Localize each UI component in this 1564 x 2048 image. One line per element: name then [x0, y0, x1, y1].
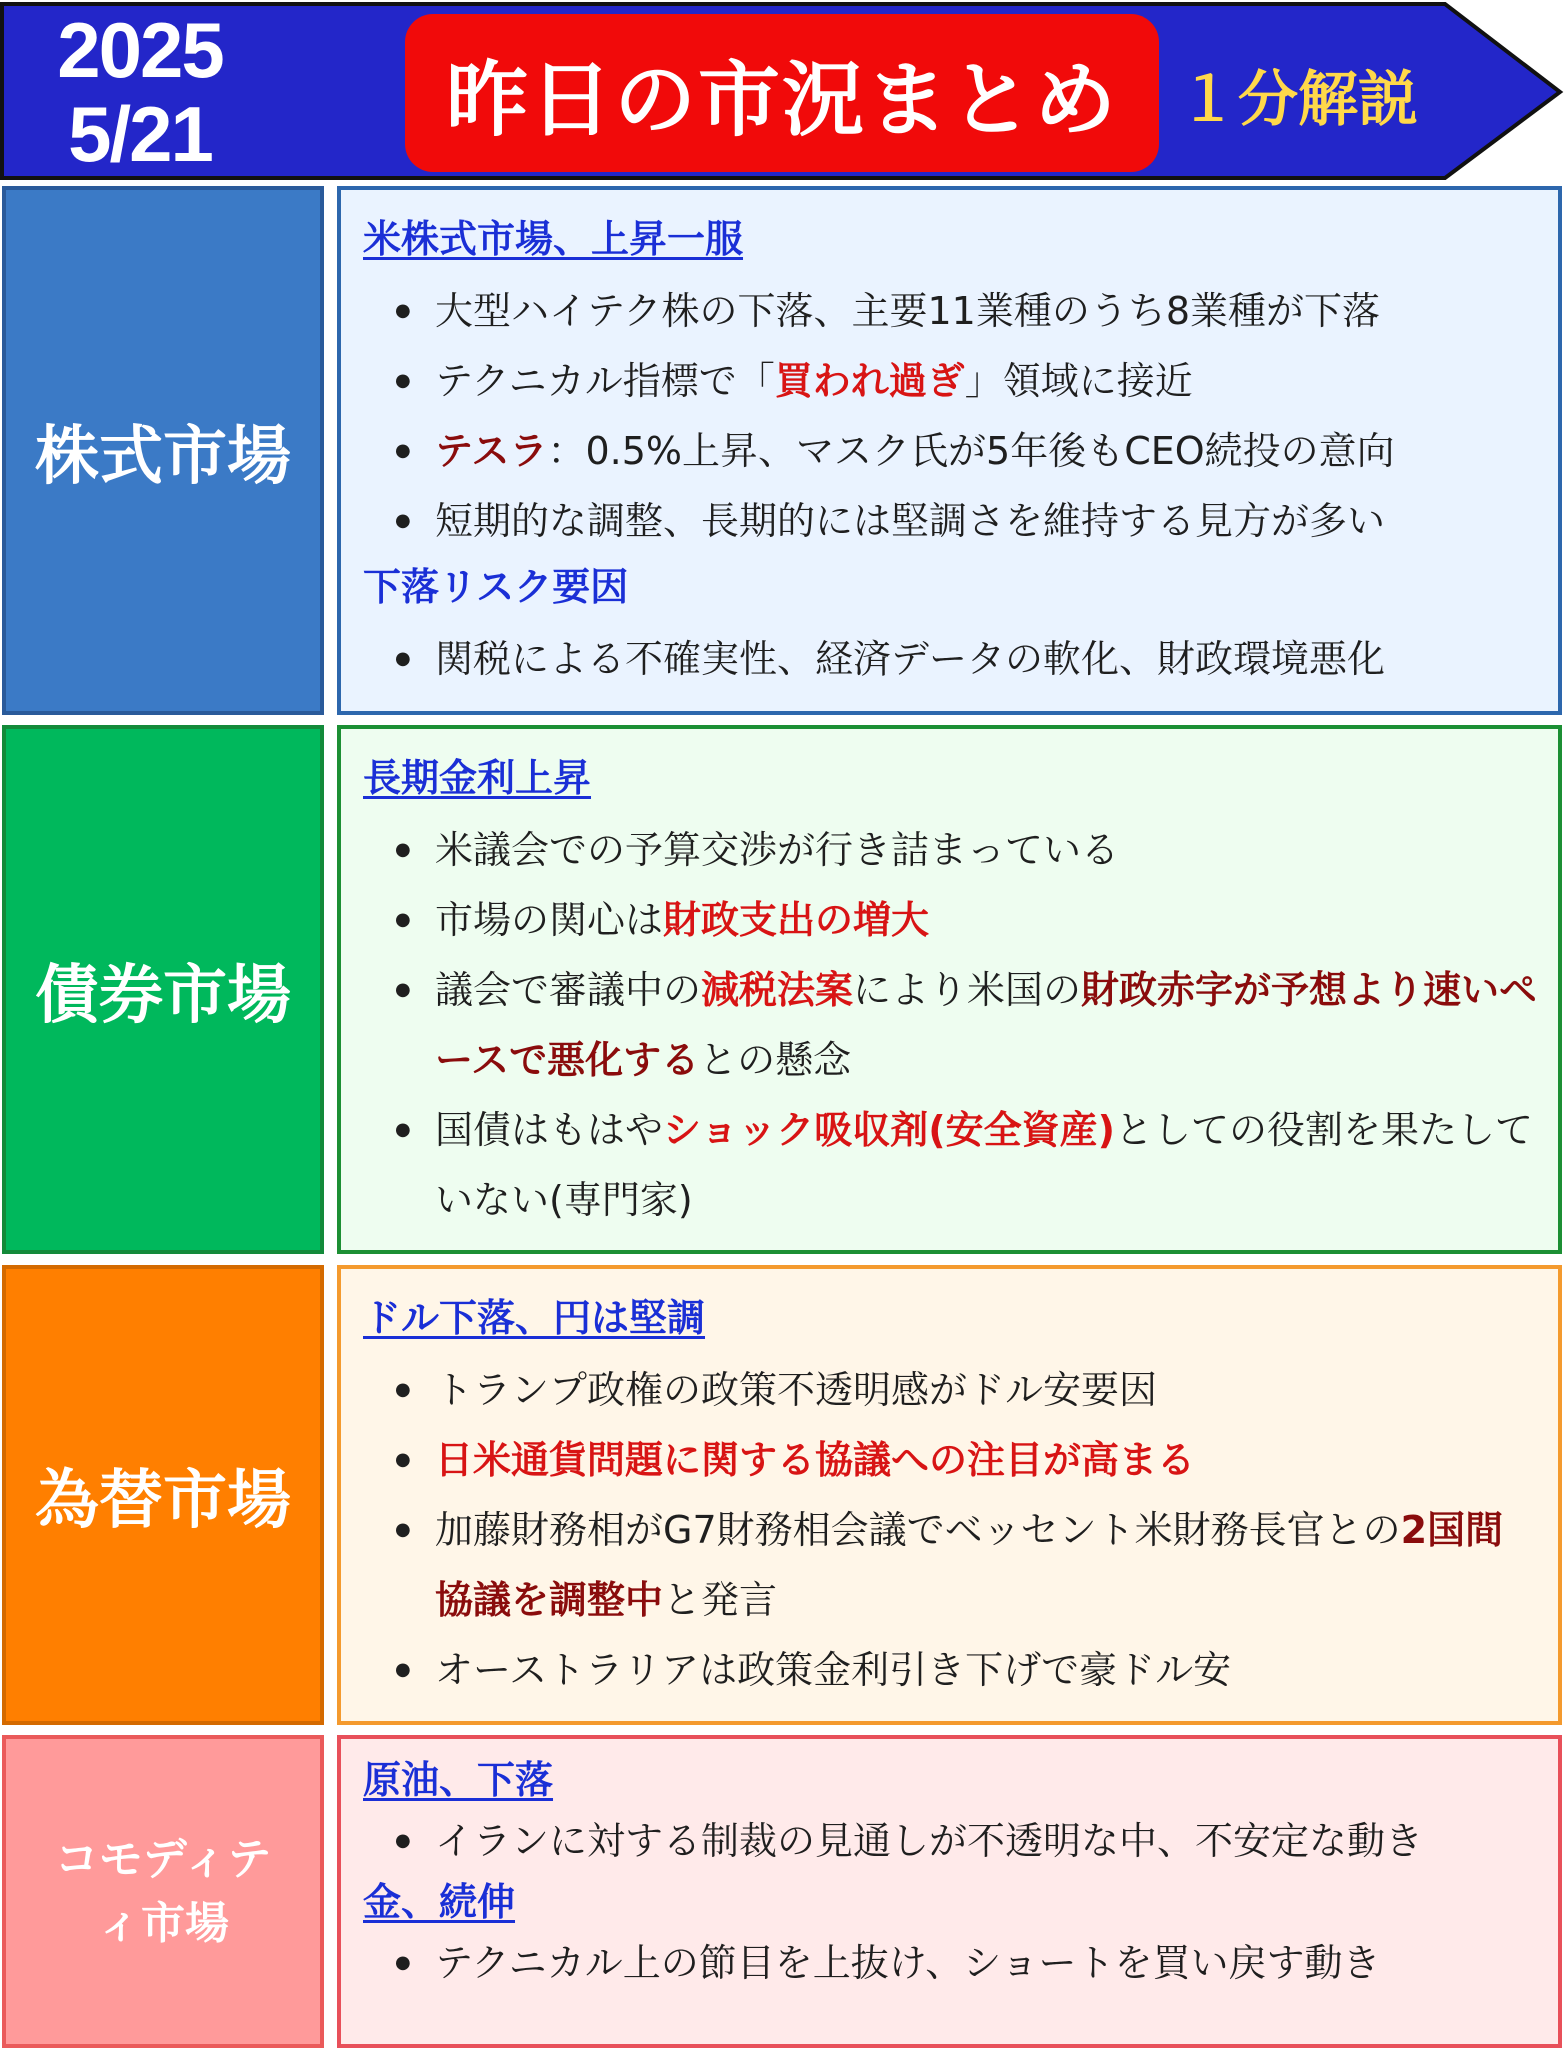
subtitle: １分解説	[1178, 65, 1418, 135]
header-banner	[0, 0, 1564, 182]
bullet-list	[363, 276, 1540, 556]
list-item: ● 米議会での予算交渉が行き詰まっている	[363, 815, 1540, 885]
bullet-list	[363, 624, 1540, 694]
section-heading: 原油、下落	[363, 1758, 554, 1802]
section-heading: 長期金利上昇	[363, 756, 592, 800]
bullet-list	[363, 1355, 1540, 1705]
fx-market-label: 為替市場	[2, 1265, 324, 1725]
commodity-label-line2: ィ市場	[96, 1897, 229, 1949]
section-heading: ドル下落、円は堅調	[363, 1296, 706, 1340]
list-item: ● 加藤財務相がG7財務相会議でベッセント米財務長官との2国間協議を調整中と発言	[363, 1495, 1540, 1635]
list-item: ● テスラ：0.5%上昇、マスク氏が5年後もCEO続投の意向	[363, 416, 1540, 486]
stock-market-content	[337, 186, 1562, 715]
commodity-market-label	[2, 1735, 324, 2048]
section-heading: 下落リスク要因	[363, 565, 629, 609]
page-title: 昨日の市況まとめ	[445, 52, 1118, 148]
date-display	[20, 8, 260, 178]
list-item: ● 短期的な調整、長期的には堅調さを維持する見方が多い	[363, 486, 1540, 556]
list-item: ● 日米通貨問題に関する協議への注目が高まる	[363, 1425, 1540, 1495]
bullet-list	[363, 815, 1540, 1235]
list-item: ● 議会で審議中の減税法案により米国の財政赤字が予想より速いペースで悪化するとの懸念	[363, 955, 1540, 1095]
bond-market-label: 債券市場	[2, 725, 324, 1254]
commodity-market-section	[0, 1735, 1564, 2048]
bond-market-content	[337, 725, 1562, 1254]
list-item: ● 大型ハイテク株の下落、主要11業種のうち8業種が下落	[363, 276, 1540, 346]
list-item: ● トランプ政権の政策不透明感がドル安要因	[363, 1355, 1540, 1425]
year-text: 2025	[57, 6, 223, 94]
list-item: ● 国債はもはやショック吸収剤(安全資産)としての役割を果たしていない(専門家)	[363, 1095, 1540, 1235]
commodity-label-line1: コモディテ	[54, 1833, 272, 1885]
list-item: ● テクニカル上の節目を上抜け、ショートを買い戻す動き	[363, 1931, 1540, 1995]
bullet-list	[363, 1809, 1540, 1873]
list-item: ● 市場の関心は財政支出の増大	[363, 885, 1540, 955]
list-item: ● イランに対する制裁の見通しが不透明な中、不安定な動き	[363, 1809, 1540, 1873]
bond-market-section	[0, 725, 1564, 1254]
bullet-list	[363, 1931, 1540, 1995]
list-item: ● オーストラリアは政策金利引き下げで豪ドル安	[363, 1635, 1540, 1705]
commodity-market-content	[337, 1735, 1562, 2048]
date-text: 5/21	[68, 90, 212, 178]
stock-market-section	[0, 186, 1564, 715]
stock-market-label: 株式市場	[2, 186, 324, 715]
fx-market-content	[337, 1265, 1562, 1725]
fx-market-section	[0, 1265, 1564, 1725]
title-badge	[405, 14, 1159, 172]
section-heading: 米株式市場、上昇一服	[363, 217, 744, 261]
section-heading: 金、続伸	[363, 1880, 516, 1924]
list-item: ● 関税による不確実性、経済データの軟化、財政環境悪化	[363, 624, 1540, 694]
list-item: ● テクニカル指標で「買われ過ぎ」領域に接近	[363, 346, 1540, 416]
